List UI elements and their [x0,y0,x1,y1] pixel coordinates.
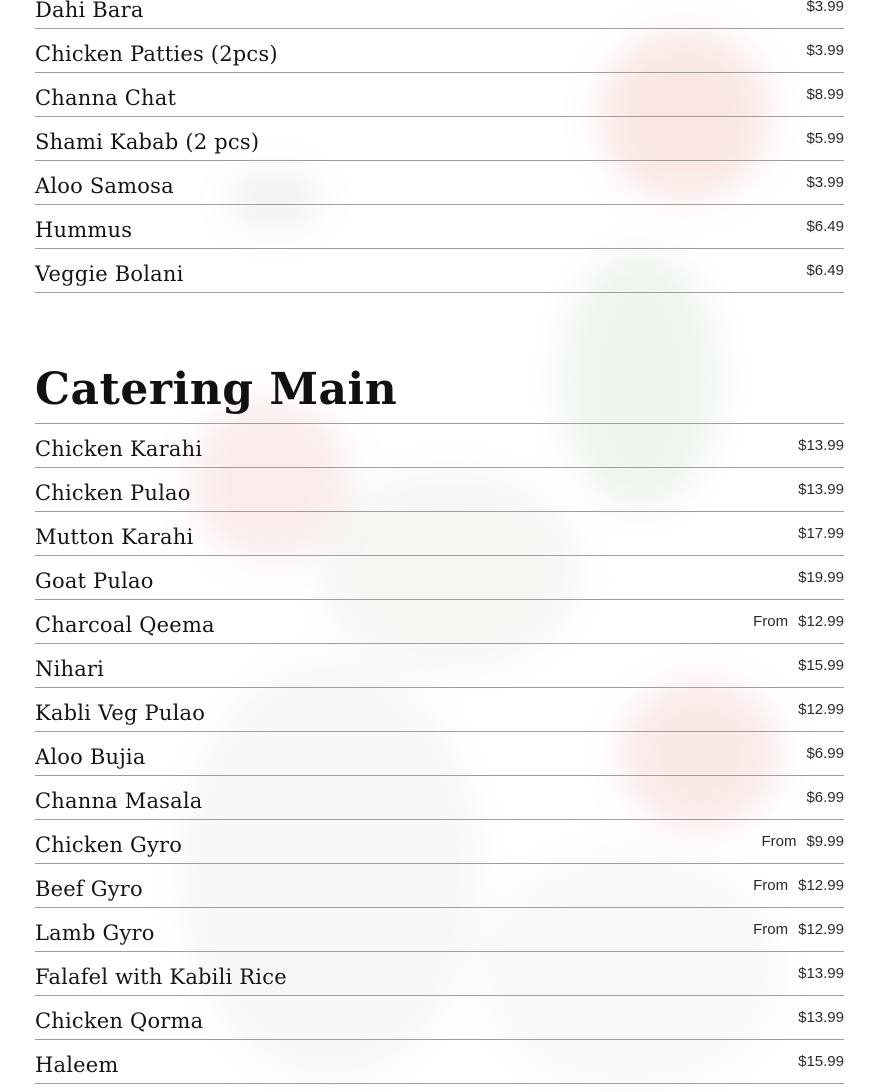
menu-item-name: Chicken Karahi [35,437,203,461]
menu-item-name: Nihari [35,657,105,681]
menu-item-row [35,908,844,952]
menu-item-price-group [798,701,844,718]
menu-item-price: $13.99 [798,437,844,454]
menu-item-row [35,117,844,161]
menu-item-row [35,820,844,864]
menu-item-price: $9.99 [806,833,844,850]
menu-item-row [35,644,844,688]
menu-item-row [35,864,844,908]
menu-item-price: $15.99 [798,1053,844,1070]
appetizer-list [35,0,844,293]
menu-item-price: $13.99 [798,481,844,498]
menu-item-price: $6.49 [806,218,844,235]
price-from-label: From [753,921,789,938]
menu-item-row [35,600,844,644]
menu-item-price-group [753,921,844,938]
menu-item-price-group [798,525,844,542]
menu-item-name: Kabli Veg Pulao [35,701,206,725]
menu-item-price-group [806,789,844,806]
menu-item-row [35,688,844,732]
menu-item-row [35,424,844,468]
menu-item-price-group [753,613,844,630]
menu-item-price-group [798,1053,844,1070]
menu-item-name: Veggie Bolani [35,262,184,286]
menu-item-name: Beef Gyro [35,877,143,901]
menu-item-name: Chicken Patties (2pcs) [35,42,278,66]
menu-item-row [35,512,844,556]
menu-item-row [35,205,844,249]
menu-item-row [35,161,844,205]
menu-item-name: Hummus [35,218,133,242]
menu-item-price-group [798,657,844,674]
menu-list [35,0,844,1084]
menu-item-price: $13.99 [798,1009,844,1026]
menu-item-name: Haleem [35,1053,119,1077]
menu-item-price: $5.99 [806,130,844,147]
menu-item-price-group [753,877,844,894]
menu-item-name: Charcoal Qeema [35,613,215,637]
menu-item-price-group [806,130,844,147]
menu-item-name: Aloo Samosa [35,174,174,198]
menu-item-name: Lamb Gyro [35,921,155,945]
menu-item-name: Channa Masala [35,789,203,813]
menu-item-row [35,556,844,600]
menu-item-price: $3.99 [806,42,844,59]
menu-item-row [35,73,844,117]
menu-item-row [35,468,844,512]
menu-item-row [35,732,844,776]
menu-item-price: $6.99 [806,789,844,806]
menu-item-price-group [806,174,844,191]
menu-item-price: $3.99 [806,174,844,191]
menu-item-name: Mutton Karahi [35,525,194,549]
price-from-label: From [753,613,789,630]
menu-item-price: $6.49 [806,262,844,279]
section-title: Catering Main [35,357,844,424]
menu-item-name: Chicken Gyro [35,833,183,857]
menu-item-price-group [806,0,844,15]
menu-item-price-group [806,745,844,762]
menu-item-name: Falafel with Kabili Rice [35,965,287,989]
menu-item-price-group [798,481,844,498]
menu-item-price: $12.99 [798,877,844,894]
menu-item-row [35,952,844,996]
section-spacer [35,293,844,357]
menu-item-price: $19.99 [798,569,844,586]
menu-item-row [35,996,844,1040]
menu-item-price: $12.99 [798,921,844,938]
menu-item-price-group [798,965,844,982]
menu-item-price-group [806,262,844,279]
menu-item-price-group [806,86,844,103]
menu-item-row [35,1040,844,1084]
menu-item-price-group [798,437,844,454]
price-from-label: From [753,877,789,894]
menu-item-row [35,29,844,73]
menu-item-price-group [798,569,844,586]
menu-item-price: $17.99 [798,525,844,542]
menu-item-name: Shami Kabab (2 pcs) [35,130,260,154]
menu-item-price-group [798,1009,844,1026]
menu-item-row [35,0,844,29]
menu-item-name: Chicken Pulao [35,481,191,505]
price-from-label: From [761,833,797,850]
menu-item-price: $15.99 [798,657,844,674]
menu-item-name: Channa Chat [35,86,177,110]
catering-main-list [35,424,844,1084]
menu-item-name: Dahi Bara [35,0,144,22]
menu-item-price: $3.99 [806,0,844,15]
menu-item-name: Aloo Bujia [35,745,146,769]
menu-item-name: Chicken Qorma [35,1009,204,1033]
menu-item-price-group [806,42,844,59]
menu-item-price: $8.99 [806,86,844,103]
menu-item-price: $6.99 [806,745,844,762]
menu-item-price-group [806,218,844,235]
menu-item-price: $12.99 [798,613,844,630]
menu-item-price-group [761,833,844,850]
menu-item-price: $13.99 [798,965,844,982]
menu-item-name: Goat Pulao [35,569,154,593]
menu-item-price: $12.99 [798,701,844,718]
menu-item-row [35,776,844,820]
menu-item-row [35,249,844,293]
